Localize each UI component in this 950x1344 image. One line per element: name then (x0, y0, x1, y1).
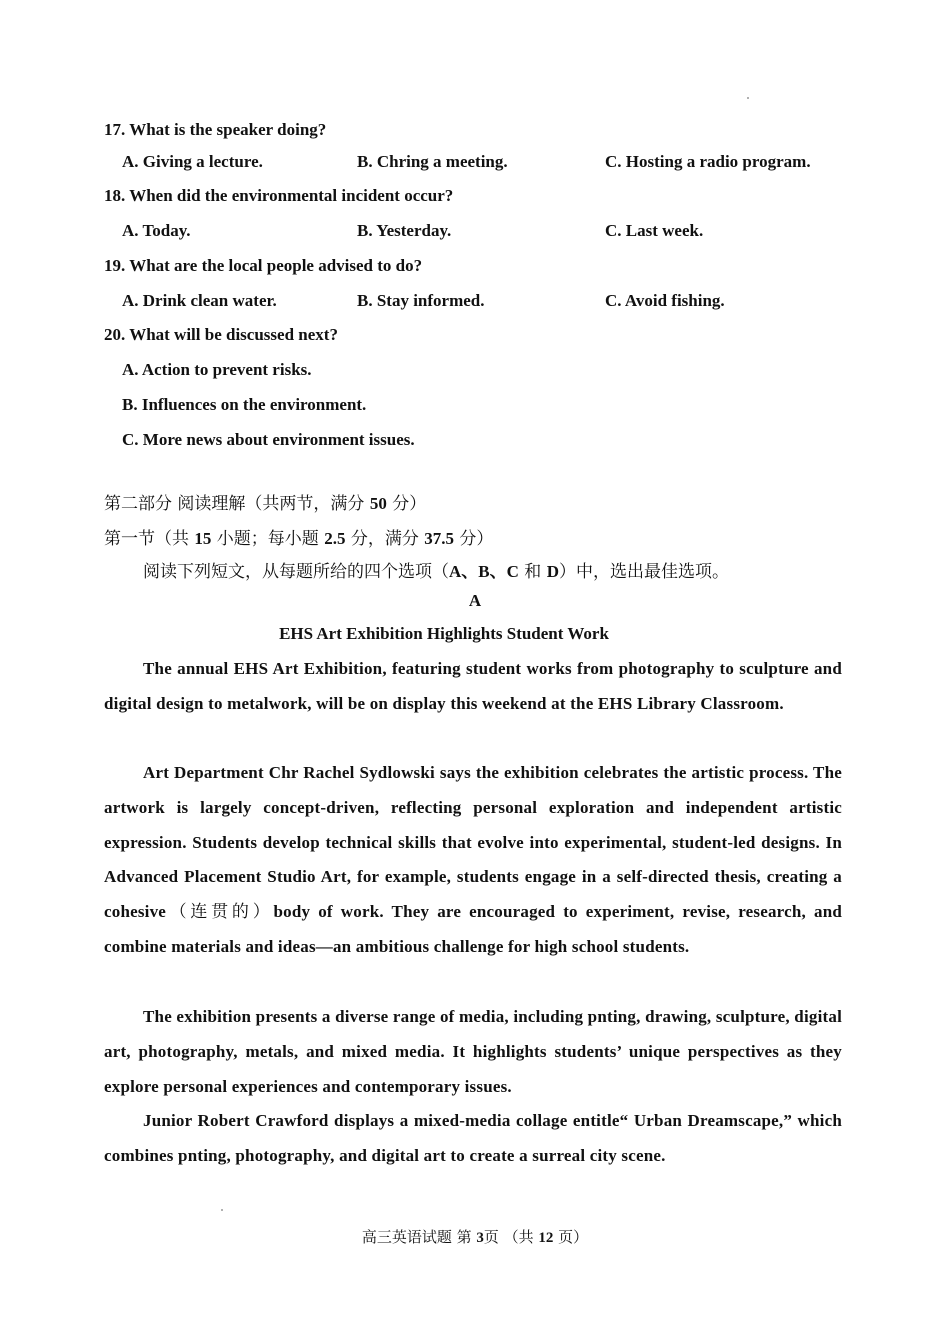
instructions-options-abc: A、B、C (449, 562, 519, 581)
section-2-part-1-heading (104, 524, 493, 549)
part-1-points-each: 2.5 (324, 529, 346, 548)
question-19-option-b: B. Stay informed. (357, 291, 485, 310)
question-18-option-c: C. Last week. (605, 221, 704, 240)
paragraph-2-gloss: （连贯的） (166, 902, 274, 923)
instructions-text-a: 阅读下列短文，从每题所给的四个选项（ (143, 562, 449, 582)
reading-instructions (143, 557, 729, 582)
section-2-heading-text: 第二部分 阅读理解（共两节，满分 (104, 494, 370, 514)
passage-paragraph-1: The annual EHS Art Exhibition, featuring student works from photography to sculpture and digital design to metalwork, will be on display this weekend at the EHS Library Classroom. (104, 659, 842, 713)
question-20-option-c: C. More news about environment issues. (122, 430, 415, 449)
passage-paragraph-4: Junior Robert Crawford displays a mixed-media collage entitle“ Urban Dreamscape,” which combines pnting, photography, and digital art to create a surreal city scene. (104, 1111, 842, 1165)
question-18-option-b: B. Yesterday. (357, 221, 452, 240)
question-19-stem: 19. What are the local people advised to do? (104, 256, 423, 275)
passage-paragraph-3: The exhibition presents a diverse range of media, including pnting, drawing, sculpture, digital art, photography, metals, and mixed media. It highlights students’ unique perspectives as they explore personal experiences and contemporary issues. (104, 1007, 842, 1096)
instructions-option-d: D (546, 562, 559, 581)
footer-text-b: 页 （共 (483, 1228, 539, 1246)
section-2-heading (104, 489, 426, 514)
question-17-option-a: A. Giving a lecture. (122, 152, 263, 171)
paragraph-2-text-b: body of work. They are encouraged to experiment, revise, research, and combine materials and ideas—an ambitious challenge for high school students. (104, 902, 843, 956)
section-2-heading-end: 分） (386, 494, 427, 514)
question-20-stem: 20. What will be discussed next? (104, 325, 338, 344)
question-18-option-a: A. Today. (122, 221, 191, 240)
instructions-text-and: 和 (518, 562, 547, 582)
question-19-option-a: A. Drink clean water. (122, 291, 277, 310)
section-2-total-score: 50 (369, 494, 387, 513)
question-17-stem: 17. What is the speaker doing? (104, 120, 327, 139)
part-1-text-b: 小题；每小题 (211, 529, 325, 549)
instructions-text-c: ）中，选出最佳选项。 (559, 562, 729, 582)
footer-text-c: 页） (553, 1228, 589, 1246)
scan-speck (221, 1209, 223, 1211)
footer-text-a: 高三英语试题 第 (361, 1228, 477, 1246)
part-1-total-points: 37.5 (424, 529, 455, 548)
question-20-option-a: A. Action to prevent risks. (122, 360, 312, 379)
question-17-option-b: B. Chring a meeting. (357, 152, 508, 171)
question-19-option-c: C. Avoid fishing. (605, 291, 725, 310)
question-17-option-c: C. Hosting a radio program. (605, 152, 811, 171)
part-1-text-c: 分，满分 (345, 529, 425, 549)
part-1-text-d: 分） (454, 529, 494, 549)
question-20-option-b: B. Influences on the environment. (122, 395, 367, 414)
passage-letter: A (468, 591, 482, 610)
question-18-stem: 18. When did the environmental incident occur? (104, 186, 454, 205)
footer-page-number: 3 (476, 1230, 484, 1246)
scan-speck (747, 97, 749, 99)
paragraph-2-text-a: Art Department Chr Rachel Sydlowski says the exhibition celebrates the artistic process. The artwork is largely concept-driven, reflecting personal exploration and independent artistic expression. Students develop technical skills that evolve into experimental, student-led designs. In Advanced Placement Studio Art, for example, students engage in a self-directed thesis, creating a cohesive (104, 763, 842, 922)
footer-total-pages: 12 (538, 1230, 554, 1246)
passage-paragraph-2 (104, 756, 842, 965)
page-footer (0, 1226, 950, 1247)
passage-title: EHS Art Exhibition Highlights Student Work (279, 624, 609, 643)
part-1-text-a: 第一节（共 (104, 529, 195, 549)
part-1-question-count: 15 (194, 529, 212, 548)
